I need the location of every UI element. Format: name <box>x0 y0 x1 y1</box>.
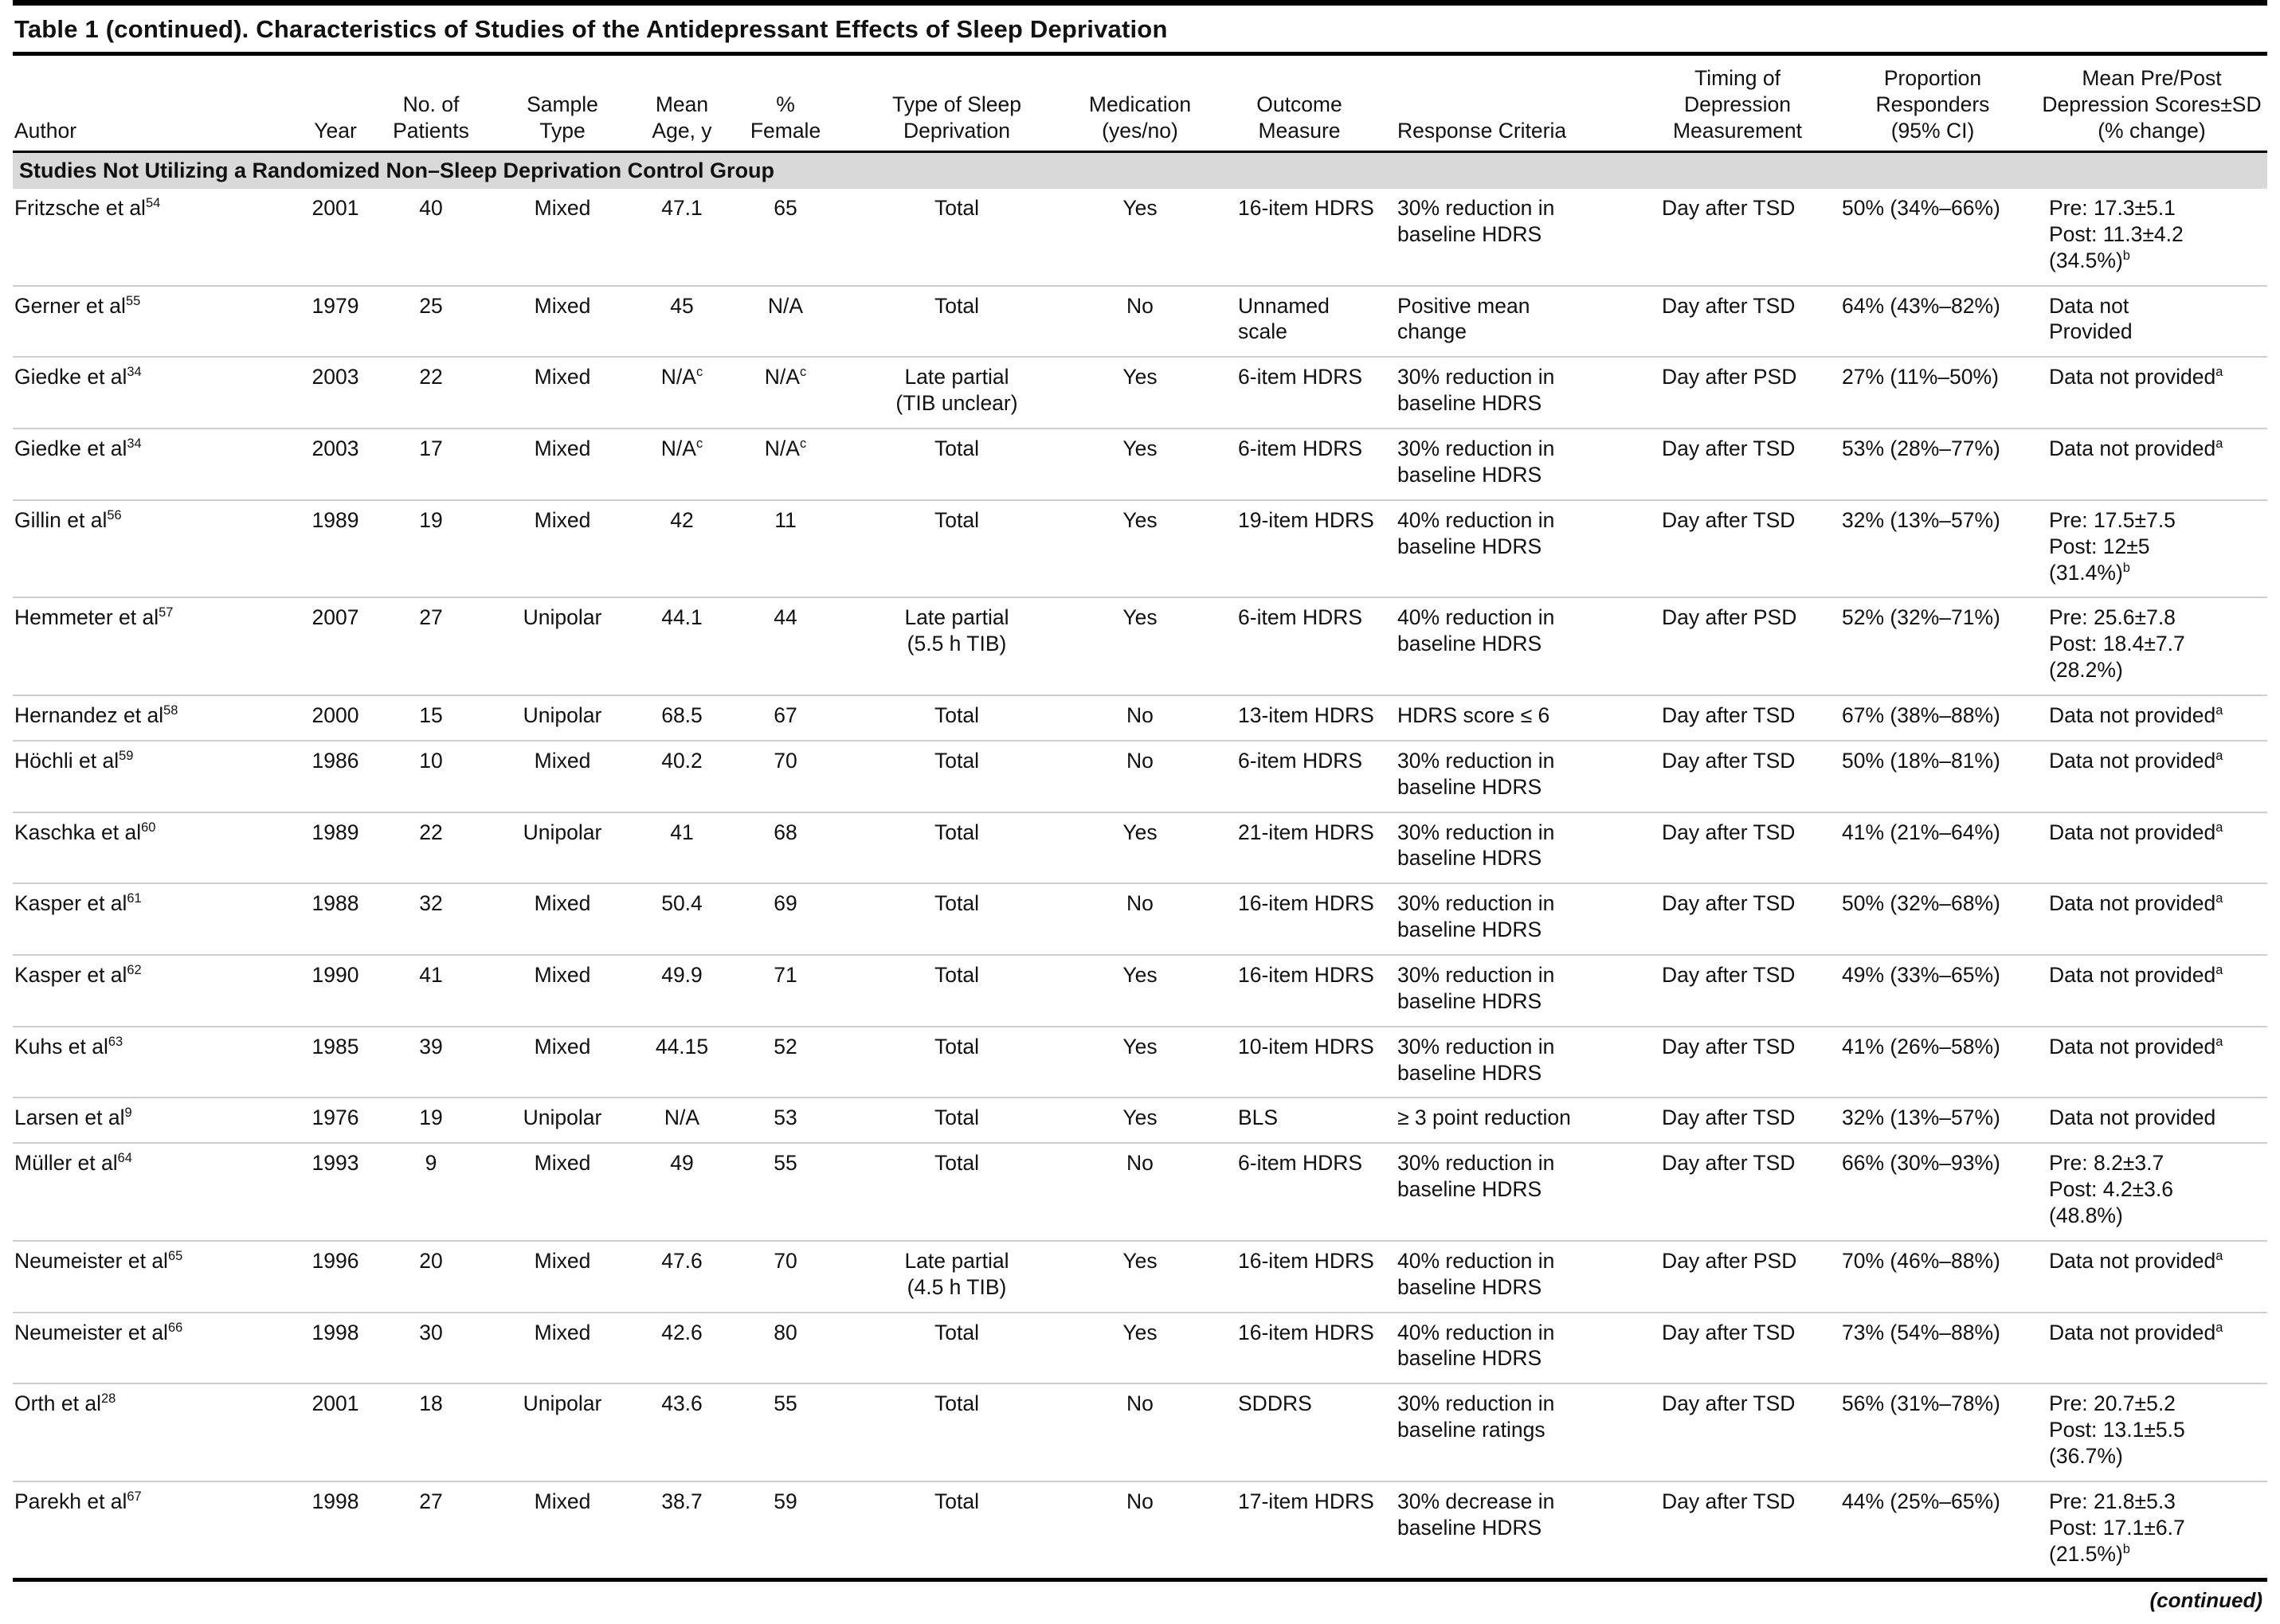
cell-timing: Day after PSD <box>1662 605 1797 630</box>
table-row <box>13 429 2267 500</box>
cell-scores: Pre: 17.3±5.1 Post: 11.3±4.2 $(34.5\%)^b$ <box>2049 196 2184 272</box>
cell-sleep_dep: Total <box>934 1105 979 1130</box>
cell-timing: Day after TSD <box>1662 820 1796 844</box>
cell-responders: 66% (30%–93%) <box>1842 1151 2000 1176</box>
cell-scores: Data not provided$^a$ <box>2049 1248 2223 1273</box>
cell-age: N/A <box>664 1105 700 1130</box>
cell-outcome: 6-item HDRS <box>1238 748 1363 773</box>
cell-medication: Yes <box>1122 507 1158 532</box>
cell-patients: 22 <box>419 365 443 389</box>
table-row <box>13 1481 2267 1579</box>
cell-sleep_dep: Total <box>934 293 979 318</box>
cell-medication: Yes <box>1122 605 1158 630</box>
cell-year: 1990 <box>311 962 359 987</box>
cell-year: 2007 <box>311 605 359 630</box>
cell-year: 2001 <box>311 1391 359 1416</box>
cell-scores: Data not provided$^a$ <box>2049 820 2223 844</box>
cell-medication: Yes <box>1122 1034 1158 1059</box>
cell-sample: Mixed <box>534 365 591 389</box>
cell-year: 2001 <box>311 196 359 221</box>
cell-age: 44.15 <box>655 1034 709 1059</box>
table-row <box>13 189 2267 286</box>
cell-patients: 25 <box>419 293 443 318</box>
cell-sleep_dep: Late partial (TIB unclear) <box>895 365 1018 416</box>
continued-note: (continued) <box>2149 1588 2262 1613</box>
table-row <box>13 695 2267 741</box>
cell-response: 40% reduction in baseline HDRS <box>1397 605 1555 656</box>
cell-year: 2003 <box>311 436 359 461</box>
cell-response: 30% reduction in baseline HDRS <box>1397 748 1555 799</box>
cell-year: 1989 <box>311 820 359 844</box>
cell-medication: Yes <box>1122 1320 1158 1344</box>
cell-patients: 19 <box>419 1105 443 1130</box>
cell-timing: Day after TSD <box>1662 1105 1796 1130</box>
cell-medication: No <box>1126 293 1154 318</box>
cell-responders: 50% (18%–81%) <box>1842 748 2000 773</box>
cell-scores: Data not provided$^a$ <box>2049 365 2223 389</box>
cell-timing: Day after PSD <box>1662 1248 1797 1273</box>
cell-scores: Data not provided$^a$ <box>2049 962 2223 987</box>
cell-female: 11 <box>774 507 797 532</box>
cell-year: 1988 <box>311 891 359 916</box>
cell-age: 47.6 <box>661 1248 703 1273</box>
cell-responders: 67% (38%–88%) <box>1842 702 2000 727</box>
cell-timing: Day after TSD <box>1662 891 1796 916</box>
cell-sample: Mixed <box>534 1489 591 1513</box>
col-header-timing: Timing of Depression Measurement <box>1672 66 1802 143</box>
table-row <box>13 1027 2267 1098</box>
cell-scores: Data not provided$^a$ <box>2049 702 2223 727</box>
cell-author: Höchli et $al^{59}$ <box>14 748 134 773</box>
cell-response: 40% reduction in baseline HDRS <box>1397 1320 1555 1371</box>
cell-sample: Mixed <box>534 293 591 318</box>
cell-author: Gillin et $al^{56}$ <box>14 507 122 532</box>
cell-female: 52 <box>774 1034 797 1059</box>
cell-age: 41 <box>670 820 694 844</box>
cell-outcome: 6-item HDRS <box>1238 365 1363 389</box>
cell-sample: Mixed <box>534 748 591 773</box>
cell-author: Larsen et $al^9$ <box>14 1105 132 1130</box>
cell-patients: 17 <box>419 436 443 461</box>
cell-sleep_dep: Late partial (5.5 h TIB) <box>904 605 1009 656</box>
cell-medication: Yes <box>1122 196 1158 221</box>
cell-sleep_dep: Total <box>934 1034 979 1059</box>
col-header-female: % Female <box>750 92 821 143</box>
cell-scores: Data not provided <box>2049 1105 2216 1130</box>
cell-patients: 10 <box>419 748 443 773</box>
cell-author: Gerner et $al^{55}$ <box>14 293 141 318</box>
cell-author: Hernandez et $al^{58}$ <box>14 702 178 727</box>
cell-female: 53 <box>774 1105 797 1130</box>
cell-response: 30% reduction in baseline HDRS <box>1397 196 1555 246</box>
cell-sample: Mixed <box>534 436 591 461</box>
cell-author: Kaschka et $al^{60}$ <box>14 820 156 844</box>
cell-outcome: 16-item HDRS <box>1238 891 1374 916</box>
cell-sample: Mixed <box>534 1320 591 1344</box>
cell-timing: Day after TSD <box>1662 1320 1796 1344</box>
cell-responders: 41% (21%–64%) <box>1842 820 2000 844</box>
cell-sample: Unipolar <box>523 1105 602 1130</box>
table-row <box>13 286 2267 358</box>
cell-sleep_dep: Total <box>934 196 979 221</box>
cell-timing: Day after PSD <box>1662 365 1797 389</box>
col-header-response: Response Criteria <box>1397 118 1567 143</box>
cell-sleep_dep: Total <box>934 1151 979 1176</box>
cell-author: Neumeister et $al^{66}$ <box>14 1320 183 1344</box>
cell-author: Giedke et $al^{34}$ <box>14 365 142 389</box>
cell-medication: No <box>1126 748 1154 773</box>
cell-timing: Day after TSD <box>1662 1391 1796 1416</box>
cell-response: ≥ 3 point reduction <box>1397 1105 1571 1130</box>
cell-female: 59 <box>774 1489 797 1513</box>
cell-response: Positive mean change <box>1397 293 1530 344</box>
cell-year: 1985 <box>311 1034 359 1059</box>
cell-author: Parekh et $al^{67}$ <box>14 1489 142 1513</box>
cell-sample: Mixed <box>534 962 591 987</box>
cell-outcome: 17-item HDRS <box>1238 1489 1374 1513</box>
cell-response: 40% reduction in baseline HDRS <box>1397 507 1555 558</box>
cell-outcome: SDDRS <box>1238 1391 1312 1416</box>
cell-age: 44.1 <box>661 605 703 630</box>
table-row <box>13 741 2267 812</box>
cell-sample: Unipolar <box>523 820 602 844</box>
table-row <box>13 1313 2267 1384</box>
col-header-author: Author <box>14 118 77 143</box>
table-row <box>13 883 2267 955</box>
cell-sample: Mixed <box>534 1151 591 1176</box>
cell-year: 1979 <box>311 293 359 318</box>
table-row <box>13 597 2267 695</box>
cell-outcome: 6-item HDRS <box>1238 605 1363 630</box>
cell-outcome: Unnamed scale <box>1238 293 1330 344</box>
cell-medication: Yes <box>1122 365 1158 389</box>
col-header-outcome: Outcome Measure <box>1256 92 1342 143</box>
cell-year: 1989 <box>311 507 359 532</box>
cell-patients: 40 <box>419 196 443 221</box>
cell-author: Giedke et $al^{34}$ <box>14 436 142 461</box>
cell-responders: 50% (34%–66%) <box>1842 196 2000 221</box>
cell-year: 2003 <box>311 365 359 389</box>
table-body <box>13 151 2267 1578</box>
cell-scores: Data not provided$^a$ <box>2049 891 2223 916</box>
cell-patients: 19 <box>419 507 443 532</box>
cell-sample: Unipolar <box>523 1391 602 1416</box>
cell-year: 1993 <box>311 1151 359 1176</box>
cell-medication: Yes <box>1122 1248 1158 1273</box>
col-header-year: Year <box>314 118 357 143</box>
cell-outcome: 13-item HDRS <box>1238 702 1374 727</box>
table-row <box>13 812 2267 884</box>
col-header-medication: Medication (yes/no) <box>1088 92 1192 143</box>
cell-medication: No <box>1126 891 1154 916</box>
cell-timing: Day after TSD <box>1662 702 1796 727</box>
col-header-patients: No. of Patients <box>393 92 469 143</box>
cell-medication: Yes <box>1122 962 1158 987</box>
cell-age: 47.1 <box>661 196 703 221</box>
col-header-responders: Proportion Responders (95% CI) <box>1875 66 1990 143</box>
cell-patients: 9 <box>425 1151 437 1176</box>
cell-responders: 53% (28%–77%) <box>1842 436 2000 461</box>
cell-scores: Pre: 8.2±3.7 Post: 4.2±3.6 (48.8%) <box>2049 1151 2173 1227</box>
cell-scores: Data not provided$^a$ <box>2049 1320 2223 1344</box>
cell-medication: No <box>1126 1151 1154 1176</box>
cell-patients: 39 <box>419 1034 443 1059</box>
cell-sample: Unipolar <box>523 605 602 630</box>
cell-response: HDRS score ≤ 6 <box>1397 702 1550 727</box>
cell-age: 43.6 <box>661 1391 703 1416</box>
studies-table <box>13 56 2267 1578</box>
table-row <box>13 357 2267 429</box>
cell-female: $N/A^c$ <box>764 365 807 389</box>
col-header-age: Mean Age, y <box>652 92 712 143</box>
cell-outcome: 21-item HDRS <box>1238 820 1374 844</box>
cell-year: 2000 <box>311 702 359 727</box>
cell-timing: Day after TSD <box>1662 1034 1796 1059</box>
section-header: Studies Not Utilizing a Randomized Non–Sleep Deprivation Control Group <box>13 151 2267 189</box>
cell-patients: 32 <box>419 891 443 916</box>
col-header-sample: Sample Type <box>527 92 598 143</box>
cell-sleep_dep: Late partial (4.5 h TIB) <box>904 1248 1009 1299</box>
cell-responders: 41% (26%–58%) <box>1842 1034 2000 1059</box>
cell-age: 40.2 <box>661 748 703 773</box>
cell-responders: 64% (43%–82%) <box>1842 293 2000 318</box>
table-row <box>13 955 2267 1027</box>
cell-medication: No <box>1126 702 1154 727</box>
cell-patients: 27 <box>419 605 443 630</box>
cell-medication: Yes <box>1122 1105 1158 1130</box>
cell-responders: 27% (11%–50%) <box>1842 365 1999 389</box>
cell-timing: Day after TSD <box>1662 1489 1796 1513</box>
cell-author: Kuhs et $al^{63}$ <box>14 1034 123 1059</box>
cell-year: 1976 <box>311 1105 359 1130</box>
cell-responders: 70% (46%–88%) <box>1842 1248 2000 1273</box>
table-row <box>13 1143 2267 1241</box>
table-row <box>13 500 2267 598</box>
cell-medication: Yes <box>1122 436 1158 461</box>
cell-timing: Day after TSD <box>1662 507 1796 532</box>
cell-response: 30% reduction in baseline HDRS <box>1397 1034 1555 1085</box>
cell-outcome: 10-item HDRS <box>1238 1034 1374 1059</box>
cell-patients: 41 <box>419 962 443 987</box>
cell-sleep_dep: Total <box>934 1320 979 1344</box>
cell-author: Neumeister et $al^{65}$ <box>14 1248 183 1273</box>
cell-year: 1998 <box>311 1489 359 1513</box>
cell-responders: 73% (54%–88%) <box>1842 1320 2000 1344</box>
cell-patients: 30 <box>419 1320 443 1344</box>
cell-response: 30% reduction in baseline HDRS <box>1397 436 1555 487</box>
cell-timing: Day after TSD <box>1662 293 1796 318</box>
table-row <box>13 1241 2267 1313</box>
section-header-row <box>13 151 2267 189</box>
top-rule <box>13 0 2267 6</box>
cell-female: 80 <box>774 1320 797 1344</box>
header-row <box>13 56 2267 151</box>
cell-patients: 22 <box>419 820 443 844</box>
cell-scores: Pre: 17.5±7.5 Post: 12±5 $(31.4\%)^b$ <box>2049 507 2176 585</box>
cell-sleep_dep: Total <box>934 507 979 532</box>
cell-outcome: 16-item HDRS <box>1238 1320 1374 1344</box>
cell-scores: Data not provided$^a$ <box>2049 748 2223 773</box>
table-row <box>13 1098 2267 1143</box>
cell-medication: No <box>1126 1391 1154 1416</box>
cell-female: $N/A^c$ <box>764 436 807 461</box>
cell-timing: Day after TSD <box>1662 748 1796 773</box>
cell-age: 49.9 <box>661 962 703 987</box>
cell-scores: Pre: 25.6±7.8 Post: 18.4±7.7 (28.2%) <box>2049 605 2185 683</box>
cell-age: 42 <box>670 507 694 532</box>
cell-female: 55 <box>774 1391 797 1416</box>
cell-sample: Mixed <box>534 1034 591 1059</box>
cell-year: 1996 <box>311 1248 359 1273</box>
cell-sample: Mixed <box>534 196 591 221</box>
cell-female: 44 <box>774 605 797 630</box>
cell-outcome: 16-item HDRS <box>1238 1248 1374 1273</box>
cell-sample: Mixed <box>534 1248 591 1273</box>
cell-author: Müller et $al^{64}$ <box>14 1151 132 1176</box>
cell-responders: 50% (32%–68%) <box>1842 891 2000 916</box>
cell-response: 30% reduction in baseline HDRS <box>1397 820 1555 871</box>
cell-sample: Unipolar <box>523 702 602 727</box>
cell-outcome: 19-item HDRS <box>1238 507 1374 532</box>
cell-patients: 15 <box>419 702 443 727</box>
cell-scores: Data not Provided <box>2049 293 2133 344</box>
table-title: Table 1 (continued). Characteristics of Studies of the Antidepressant Effects of Sleep Deprivation <box>13 6 2267 56</box>
cell-responders: 49% (33%–65%) <box>1842 962 2000 987</box>
cell-medication: No <box>1126 1489 1154 1513</box>
cell-female: 70 <box>774 748 797 773</box>
cell-sleep_dep: Total <box>934 820 979 844</box>
cell-year: 1986 <box>311 748 359 773</box>
cell-sleep_dep: Total <box>934 891 979 916</box>
cell-sleep_dep: Total <box>934 1489 979 1513</box>
cell-response: 30% reduction in baseline HDRS <box>1397 1151 1555 1202</box>
cell-author: Kasper et $al^{61}$ <box>14 891 142 916</box>
cell-author: Fritzsche et $al^{54}$ <box>14 196 161 221</box>
cell-sleep_dep: Total <box>934 1391 979 1416</box>
cell-responders: 56% (31%–78%) <box>1842 1391 2000 1416</box>
cell-age: 38.7 <box>661 1489 703 1513</box>
cell-sample: Mixed <box>534 507 591 532</box>
cell-age: 45 <box>670 293 694 318</box>
cell-timing: Day after TSD <box>1662 436 1796 461</box>
cell-timing: Day after TSD <box>1662 1151 1796 1176</box>
cell-year: 1998 <box>311 1320 359 1344</box>
cell-outcome: BLS <box>1238 1105 1279 1130</box>
cell-author: Orth et $al^{28}$ <box>14 1391 116 1416</box>
cell-scores: Pre: 21.8±5.3 Post: 17.1±6.7 $(21.5\%)^b$ <box>2049 1489 2185 1566</box>
cell-scores: Data not provided$^a$ <box>2049 436 2223 461</box>
cell-female: 68 <box>774 820 797 844</box>
cell-author: Hemmeter et $al^{57}$ <box>14 605 174 630</box>
col-header-sleep_dep: Type of Sleep Deprivation <box>891 92 1022 143</box>
cell-outcome: 6-item HDRS <box>1238 436 1363 461</box>
cell-outcome: 16-item HDRS <box>1238 196 1374 221</box>
cell-age: $N/A^c$ <box>660 365 703 389</box>
cell-responders: 32% (13%–57%) <box>1842 1105 2000 1130</box>
cell-response: 30% reduction in baseline ratings <box>1397 1391 1555 1442</box>
cell-female: N/A <box>767 293 804 318</box>
cell-patients: 20 <box>419 1248 443 1273</box>
cell-age: 68.5 <box>661 702 703 727</box>
cell-author: Kasper et $al^{62}$ <box>14 962 142 987</box>
cell-responders: 52% (32%–71%) <box>1842 605 2000 630</box>
cell-female: 69 <box>774 891 797 916</box>
cell-female: 70 <box>774 1248 797 1273</box>
cell-age: 49 <box>670 1151 694 1176</box>
cell-timing: Day after TSD <box>1662 196 1796 221</box>
cell-response: 40% reduction in baseline HDRS <box>1397 1248 1555 1299</box>
table-row <box>13 1383 2267 1481</box>
cell-outcome: 6-item HDRS <box>1238 1151 1363 1176</box>
cell-scores: Pre: 20.7±5.2 Post: 13.1±5.5 (36.7%) <box>2049 1391 2185 1468</box>
cell-scores: Data not provided$^a$ <box>2049 1034 2223 1059</box>
cell-age: 42.6 <box>661 1320 703 1344</box>
cell-female: 67 <box>774 702 797 727</box>
cell-female: 65 <box>774 196 797 221</box>
cell-sleep_dep: Total <box>934 748 979 773</box>
cell-response: 30% reduction in baseline HDRS <box>1397 962 1555 1013</box>
cell-female: 55 <box>774 1151 797 1176</box>
cell-patients: 27 <box>419 1489 443 1513</box>
cell-age: $N/A^c$ <box>660 436 703 461</box>
cell-responders: 44% (25%–65%) <box>1842 1489 2000 1513</box>
cell-outcome: 16-item HDRS <box>1238 962 1374 987</box>
cell-sample: Mixed <box>534 891 591 916</box>
cell-timing: Day after TSD <box>1662 962 1796 987</box>
cell-patients: 18 <box>419 1391 443 1416</box>
cell-age: 50.4 <box>661 891 703 916</box>
cell-sleep_dep: Total <box>934 436 979 461</box>
cell-response: 30% decrease in baseline HDRS <box>1397 1489 1555 1540</box>
cell-sleep_dep: Total <box>934 702 979 727</box>
col-header-scores: Mean Pre/Post Depression Scores±SD (% change) <box>2042 66 2262 143</box>
cell-response: 30% reduction in baseline HDRS <box>1397 891 1555 942</box>
cell-response: 30% reduction in baseline HDRS <box>1397 365 1555 416</box>
cell-female: 71 <box>774 962 797 987</box>
cell-responders: 32% (13%–57%) <box>1842 507 2000 532</box>
cell-medication: Yes <box>1122 820 1158 844</box>
cell-sleep_dep: Total <box>934 962 979 987</box>
